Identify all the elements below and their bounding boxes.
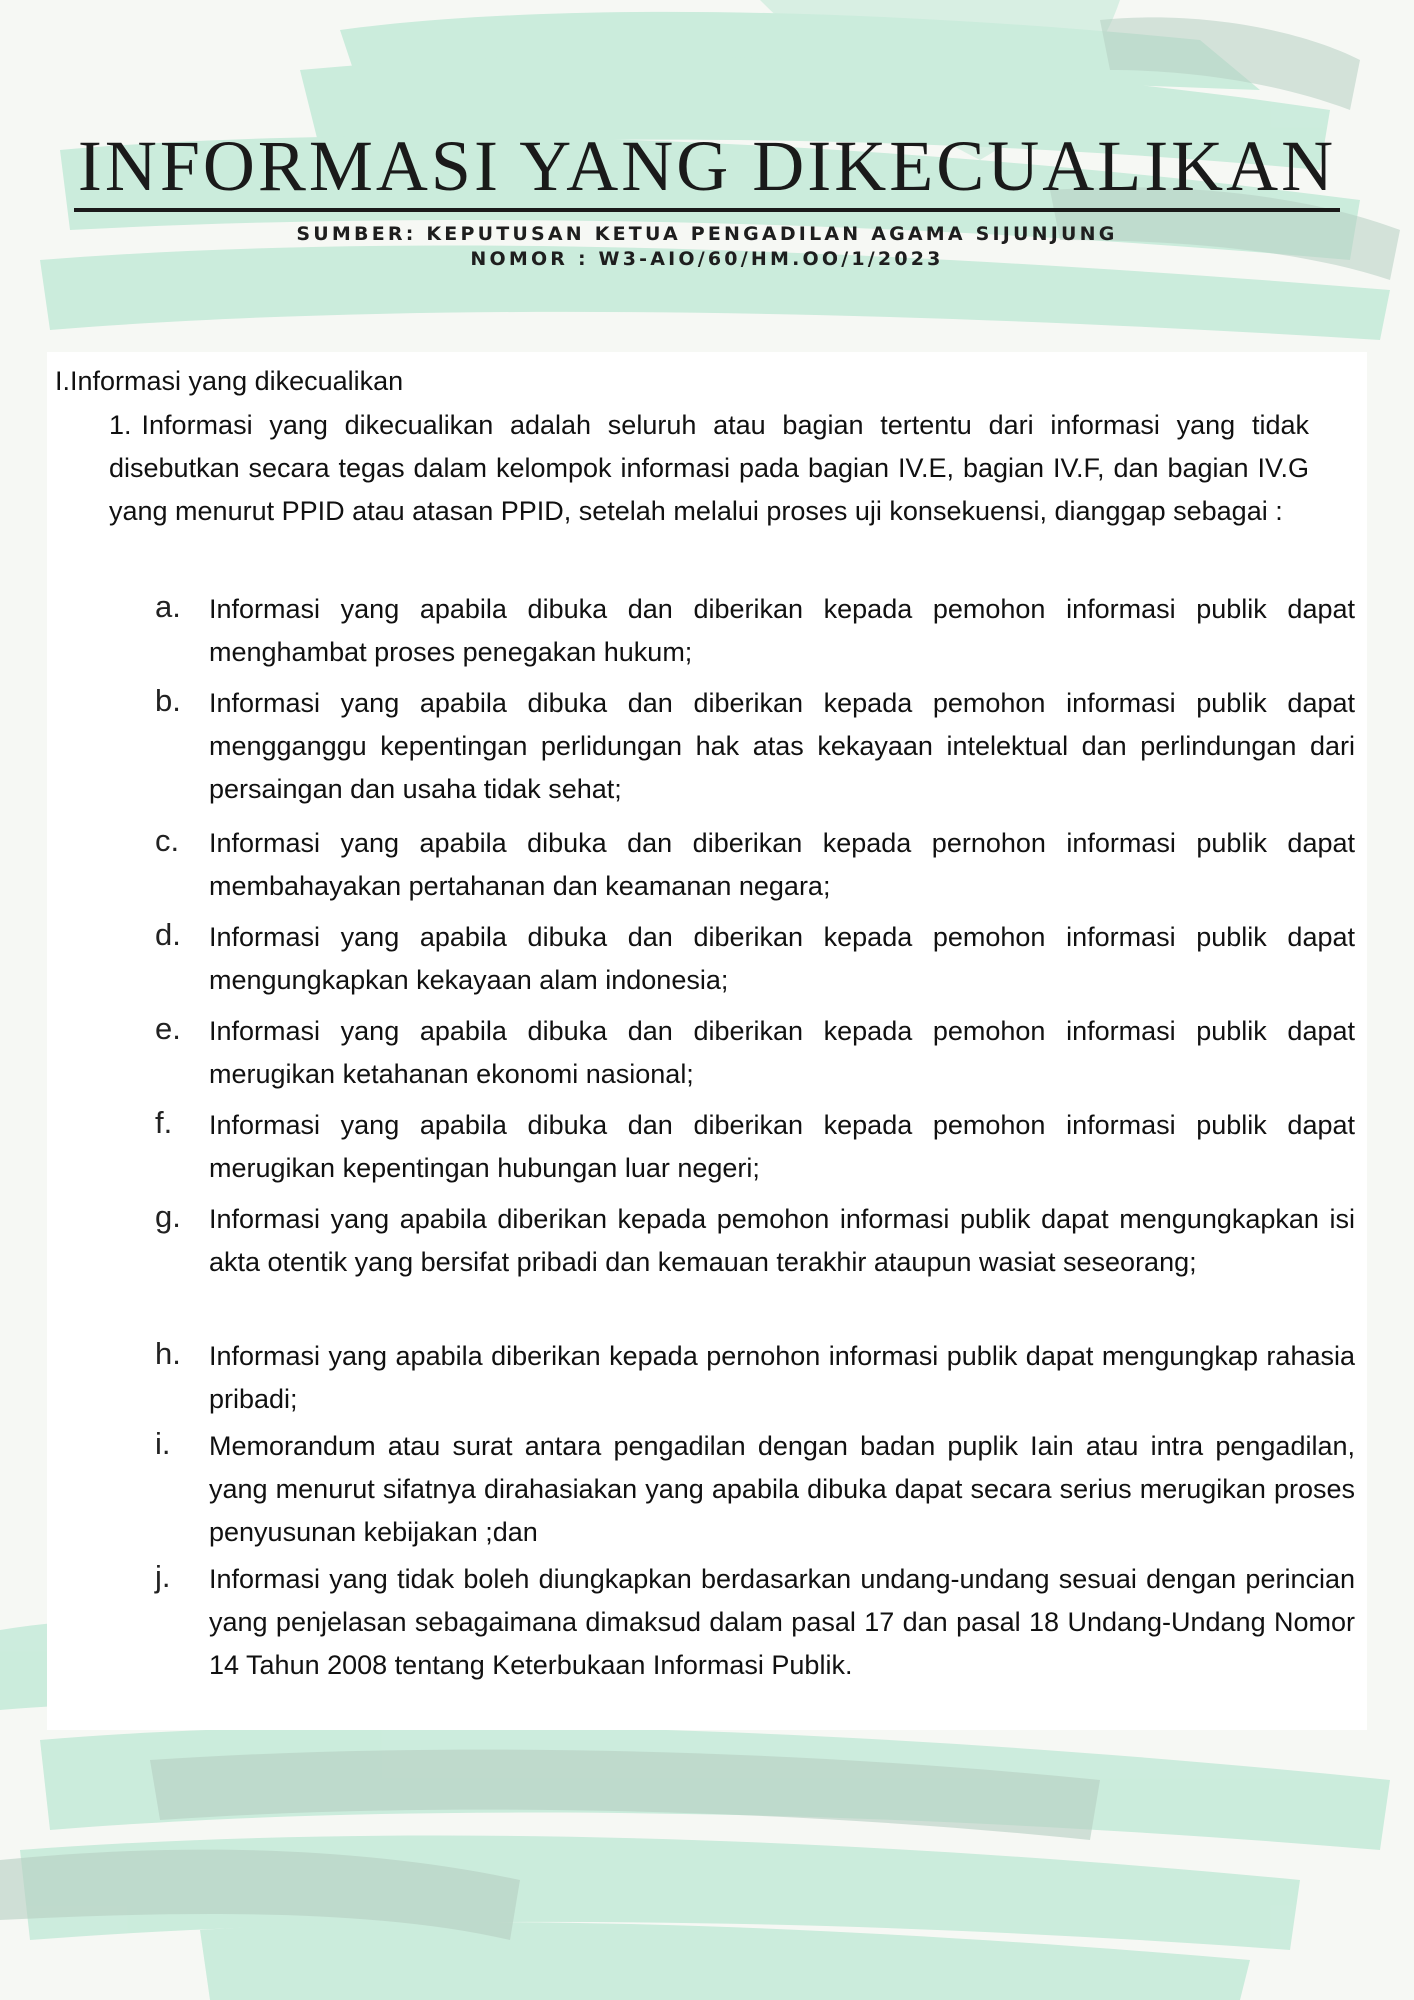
item-letter: g. (155, 1199, 181, 1234)
point-text: Informasi yang dikecualikan adalah seluruh atau bagian tertentu dari informasi yang tidak disebutkan secara tegas dalam kelompok informasi pada bagian IV.E, bagian IV.F, dan bagian IV.G yang menurut PPID atau atasan PPID, setelah melalui proses uji konsekuensi, dianggap sebagai : (109, 410, 1309, 526)
item-letter: f. (155, 1105, 173, 1140)
item-letter: c. (155, 823, 180, 858)
source-line-1: SUMBER: KEPUTUSAN KETUA PENGADILAN AGAMA SIJUNJUNG (296, 223, 1118, 245)
item-text: Informasi yang apabila diberikan kepada pernohon informasi publik dapat mengungkap rahasia pribadi; (209, 1341, 1355, 1414)
item-text: Informasi yang apabila diberikan kepada pemohon informasi publik dapat mengungkapkan isi akta otentik yang bersifat pribadi dan kemauan terakhir ataupun wasiat seseorang; (209, 1204, 1355, 1277)
source-line-2: NOMOR : W3-AIO/60/HM.OO/1/2023 (470, 248, 944, 270)
item-letter: j. (155, 1559, 171, 1594)
item-letter: a. (155, 589, 181, 624)
item-text: Informasi yang apabila dibuka dan diberikan kepada pernohon informasi publik dapat membahayakan pertahanan dan keamanan negara; (209, 828, 1355, 901)
point-number: 1. (109, 410, 132, 440)
item-text: Informasi yang apabila dibuka dan diberikan kepada pemohon informasi publik dapat merugikan kepentingan hubungan luar negeri; (209, 1110, 1355, 1183)
item-letter: i. (155, 1426, 171, 1461)
item-text: Informasi yang apabila dibuka dan diberikan kepada pemohon informasi publik dapat mengungkapkan kekayaan alam indonesia; (209, 922, 1355, 995)
item-text: Informasi yang apabila dibuka dan diberikan kepada pemohon informasi publik dapat merugikan ketahanan ekonomi nasional; (209, 1016, 1355, 1089)
section-heading: I.Informasi yang dikecualikan (55, 366, 404, 396)
numbered-point (109, 404, 1309, 533)
item-text: Informasi yang apabila dibuka dan diberikan kepada pemohon informasi publik dapat menghambat proses penegakan hukum; (209, 594, 1355, 667)
item-letter: e. (155, 1011, 181, 1046)
item-letter: d. (155, 917, 181, 952)
page-title-text: INFORMASI YANG DIKECUALIKAN (74, 126, 1340, 212)
page-title (0, 126, 1414, 206)
item-letter: b. (155, 683, 181, 718)
item-text: Informasi yang apabila dibuka dan diberikan kepada pemohon informasi publik dapat mengganggu kepentingan perlidungan hak atas kekayaan intelektual dan perlindungan dari persaingan dan usaha tidak sehat; (209, 688, 1355, 804)
item-text: Memorandum atau surat antara pengadilan dengan badan puplik Iain atau intra pengadilan, yang menurut sifatnya dirahasiakan yang apabila dibuka dapat secara serius merugikan proses penyusunan kebijakan ;dan (209, 1431, 1355, 1547)
item-letter: h. (155, 1336, 181, 1371)
source-reference (0, 222, 1414, 272)
item-text: Informasi yang tidak boleh diungkapkan berdasarkan undang-undang sesuai dengan perincian yang penjelasan sebagaimana dimaksud dalam pasal 17 dan pasal 18 Undang-Undang Nomor 14 Tahun 2008 tentang Keterbukaan Informasi Publik. (209, 1564, 1355, 1680)
